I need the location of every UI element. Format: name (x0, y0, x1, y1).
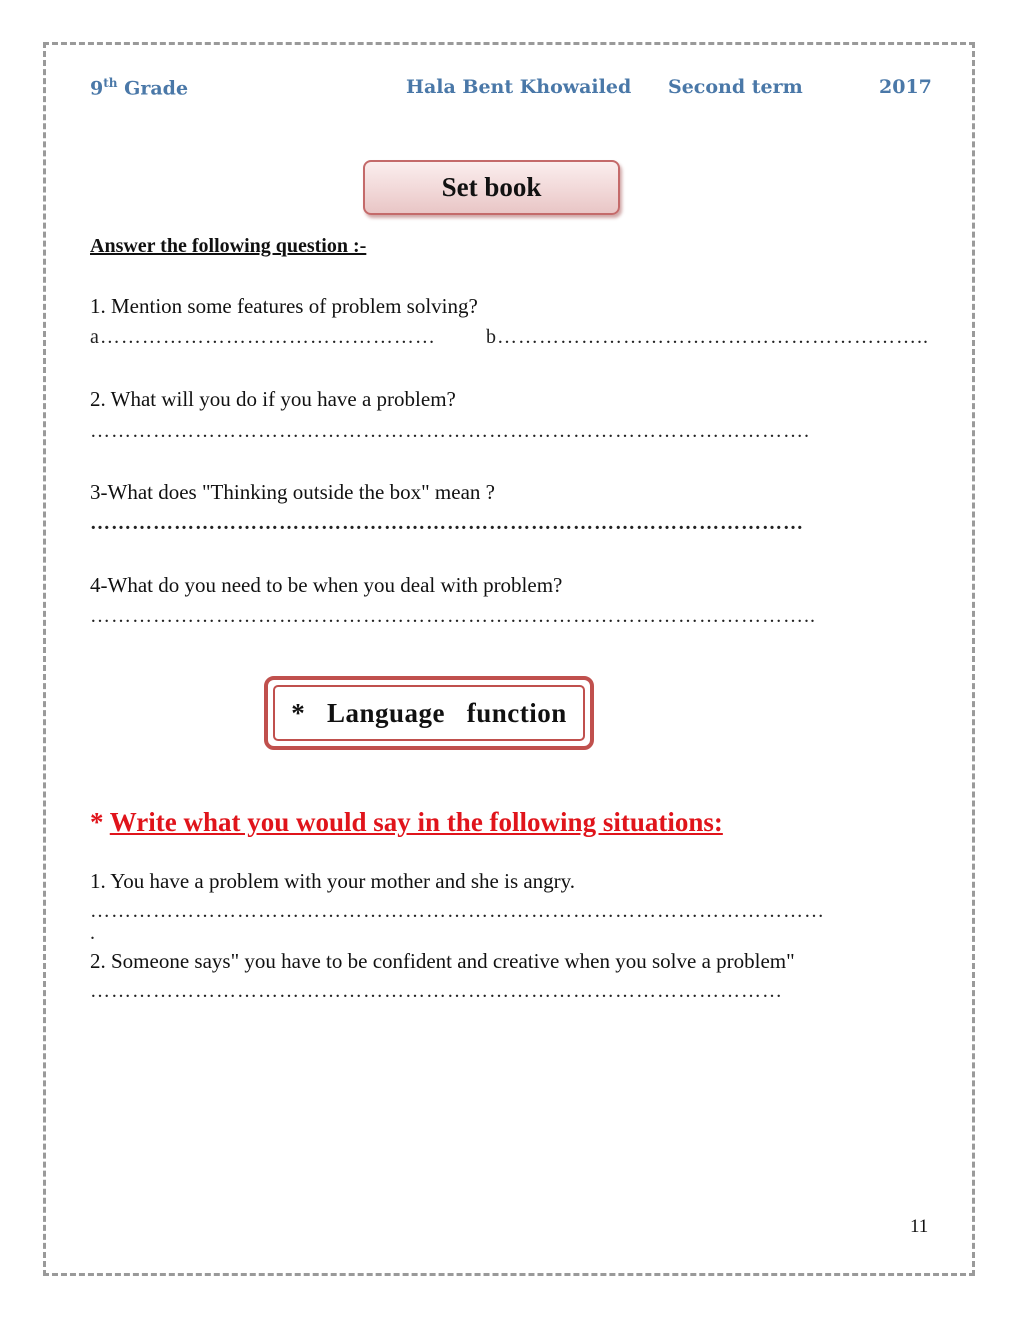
answer-line-s1-tail: . (90, 922, 96, 944)
language-function-title: * Language function (273, 685, 585, 741)
set-book-title: Set book (363, 160, 620, 215)
header-school: Hala Bent Khowailed (406, 76, 632, 98)
answer-line-s2: ……………………………………………………………………………………… (90, 980, 783, 1002)
header-year: 2017 (879, 76, 932, 98)
header-term: Second term (668, 76, 803, 98)
situation-2: 2. Someone says" you have to be confident and creative when you solve a problem" (90, 949, 795, 973)
question-1: 1. Mention some features of problem solving? (90, 294, 478, 318)
instruction-heading: Answer the following question :- (90, 235, 367, 257)
answer-line-4: ………………………………………………………………………………………….. (90, 605, 816, 627)
answer-line-1b: b…………………………………………………….. (486, 326, 929, 348)
page-border (43, 42, 975, 1276)
question-4: 4-What do you need to be when you deal with problem? (90, 573, 563, 597)
answer-line-2: …………………………………………………………………………………………. (90, 420, 810, 442)
question-2: 2. What will you do if you have a problem? (90, 387, 456, 411)
situation-1: 1. You have a problem with your mother and she is angry. (90, 869, 576, 893)
question-3: 3-What does "Thinking outside the box" mean ? (90, 480, 495, 504)
language-function-box (264, 676, 594, 750)
answer-line-s1: …………………………………………………………………………………………… (90, 900, 825, 922)
answer-line-3: ………………………………………………………………………………………… (90, 512, 804, 534)
page-number: 11 (910, 1216, 929, 1237)
answer-line-1a: a………………………………………… (90, 326, 436, 348)
header-grade: 9th Grade (90, 76, 189, 100)
situations-heading: * Write what you would say in the following situations: (90, 807, 723, 837)
